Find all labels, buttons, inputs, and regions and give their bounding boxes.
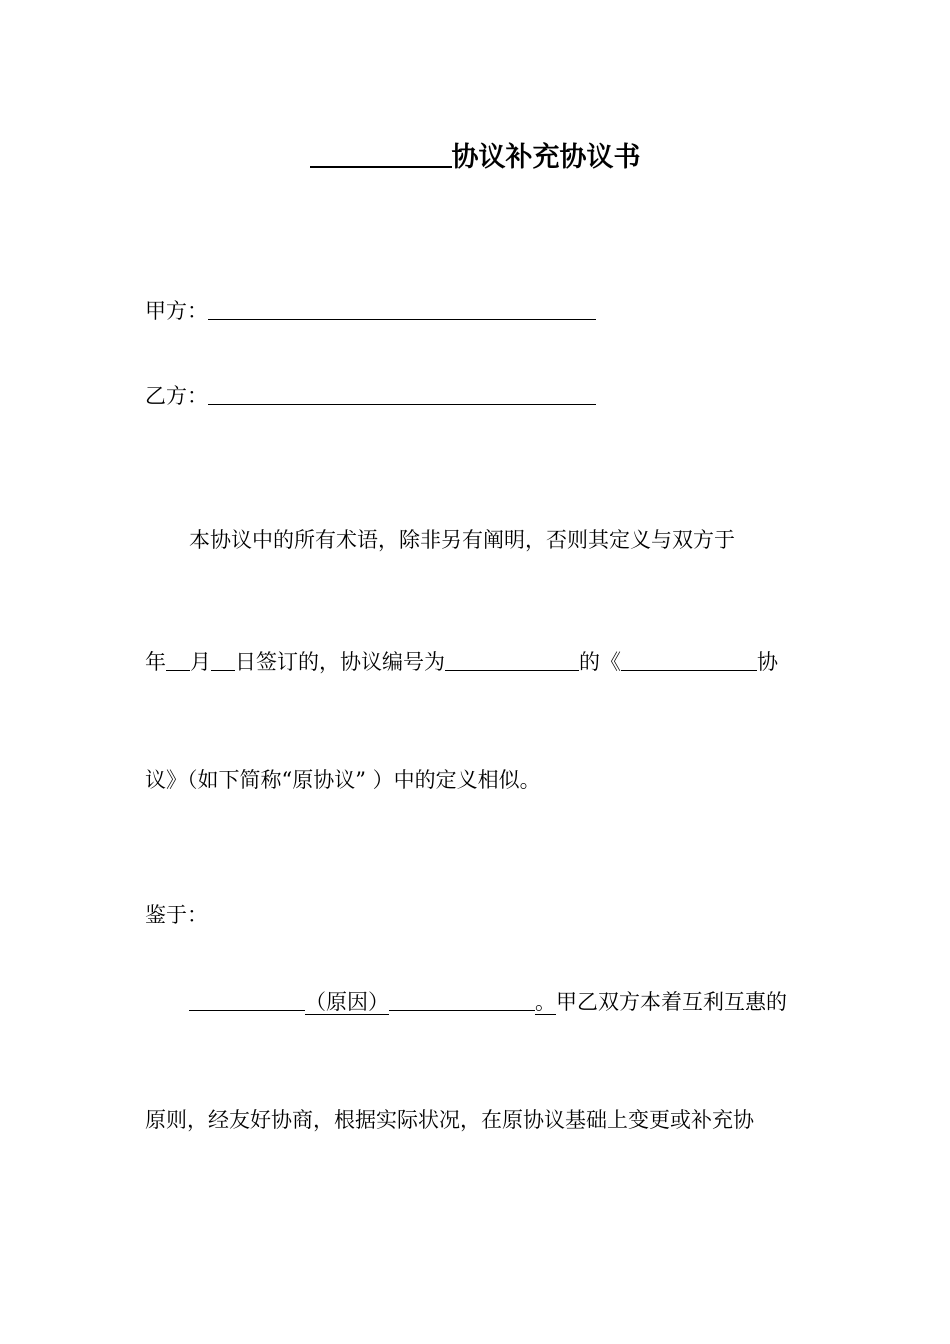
- agreement-name-blank: [621, 648, 757, 671]
- whereas-label: 鉴于：: [145, 903, 208, 927]
- day-blank: [211, 648, 235, 671]
- year-label: 年: [145, 650, 166, 674]
- of-text: 的《: [579, 650, 621, 674]
- title-text: 协议补充协议书: [451, 142, 641, 173]
- party-a-line: [145, 295, 596, 325]
- party-b-label: 乙方：: [145, 384, 208, 408]
- paragraph-1-text-3: 议》（如下简称“原协议” ）中的定义相似。: [145, 768, 541, 792]
- paragraph-1-text-1: 本协议中的所有术语，除非另有阐明，否则其定义与双方于: [189, 528, 735, 552]
- paragraph-1-line-2: [145, 646, 778, 676]
- title-name-blank: [310, 138, 452, 168]
- signing-text: 日签订的，协议编号为: [235, 650, 445, 674]
- reason-period: 。: [535, 990, 556, 1014]
- document-title: [0, 136, 950, 175]
- paragraph-2-line-1: [189, 986, 787, 1016]
- month-blank: [166, 648, 190, 671]
- party-a-blank: [208, 297, 596, 320]
- reason-blank-after: [389, 988, 535, 1011]
- party-a-label: 甲方：: [145, 299, 208, 323]
- paragraph-1-line-3: [145, 766, 541, 794]
- reason-blank-before: [189, 988, 305, 1011]
- paragraph-1-line-1: [189, 526, 735, 554]
- paragraph-2-text-2: 原则，经友好协商，根据实际状况，在原协议基础上变更或补充协: [145, 1108, 754, 1132]
- month-label: 月: [190, 650, 211, 674]
- whereas-line: [145, 901, 208, 929]
- party-b-line: [145, 380, 596, 410]
- agreement-number-blank: [445, 648, 579, 671]
- party-b-blank: [208, 382, 596, 405]
- paragraph-2-text-1: 甲乙双方本着互利互惠的: [556, 990, 787, 1014]
- reason-label: （原因）: [305, 990, 389, 1014]
- paragraph-2-line-2: [145, 1106, 754, 1134]
- agreement-word-start: 协: [757, 650, 778, 674]
